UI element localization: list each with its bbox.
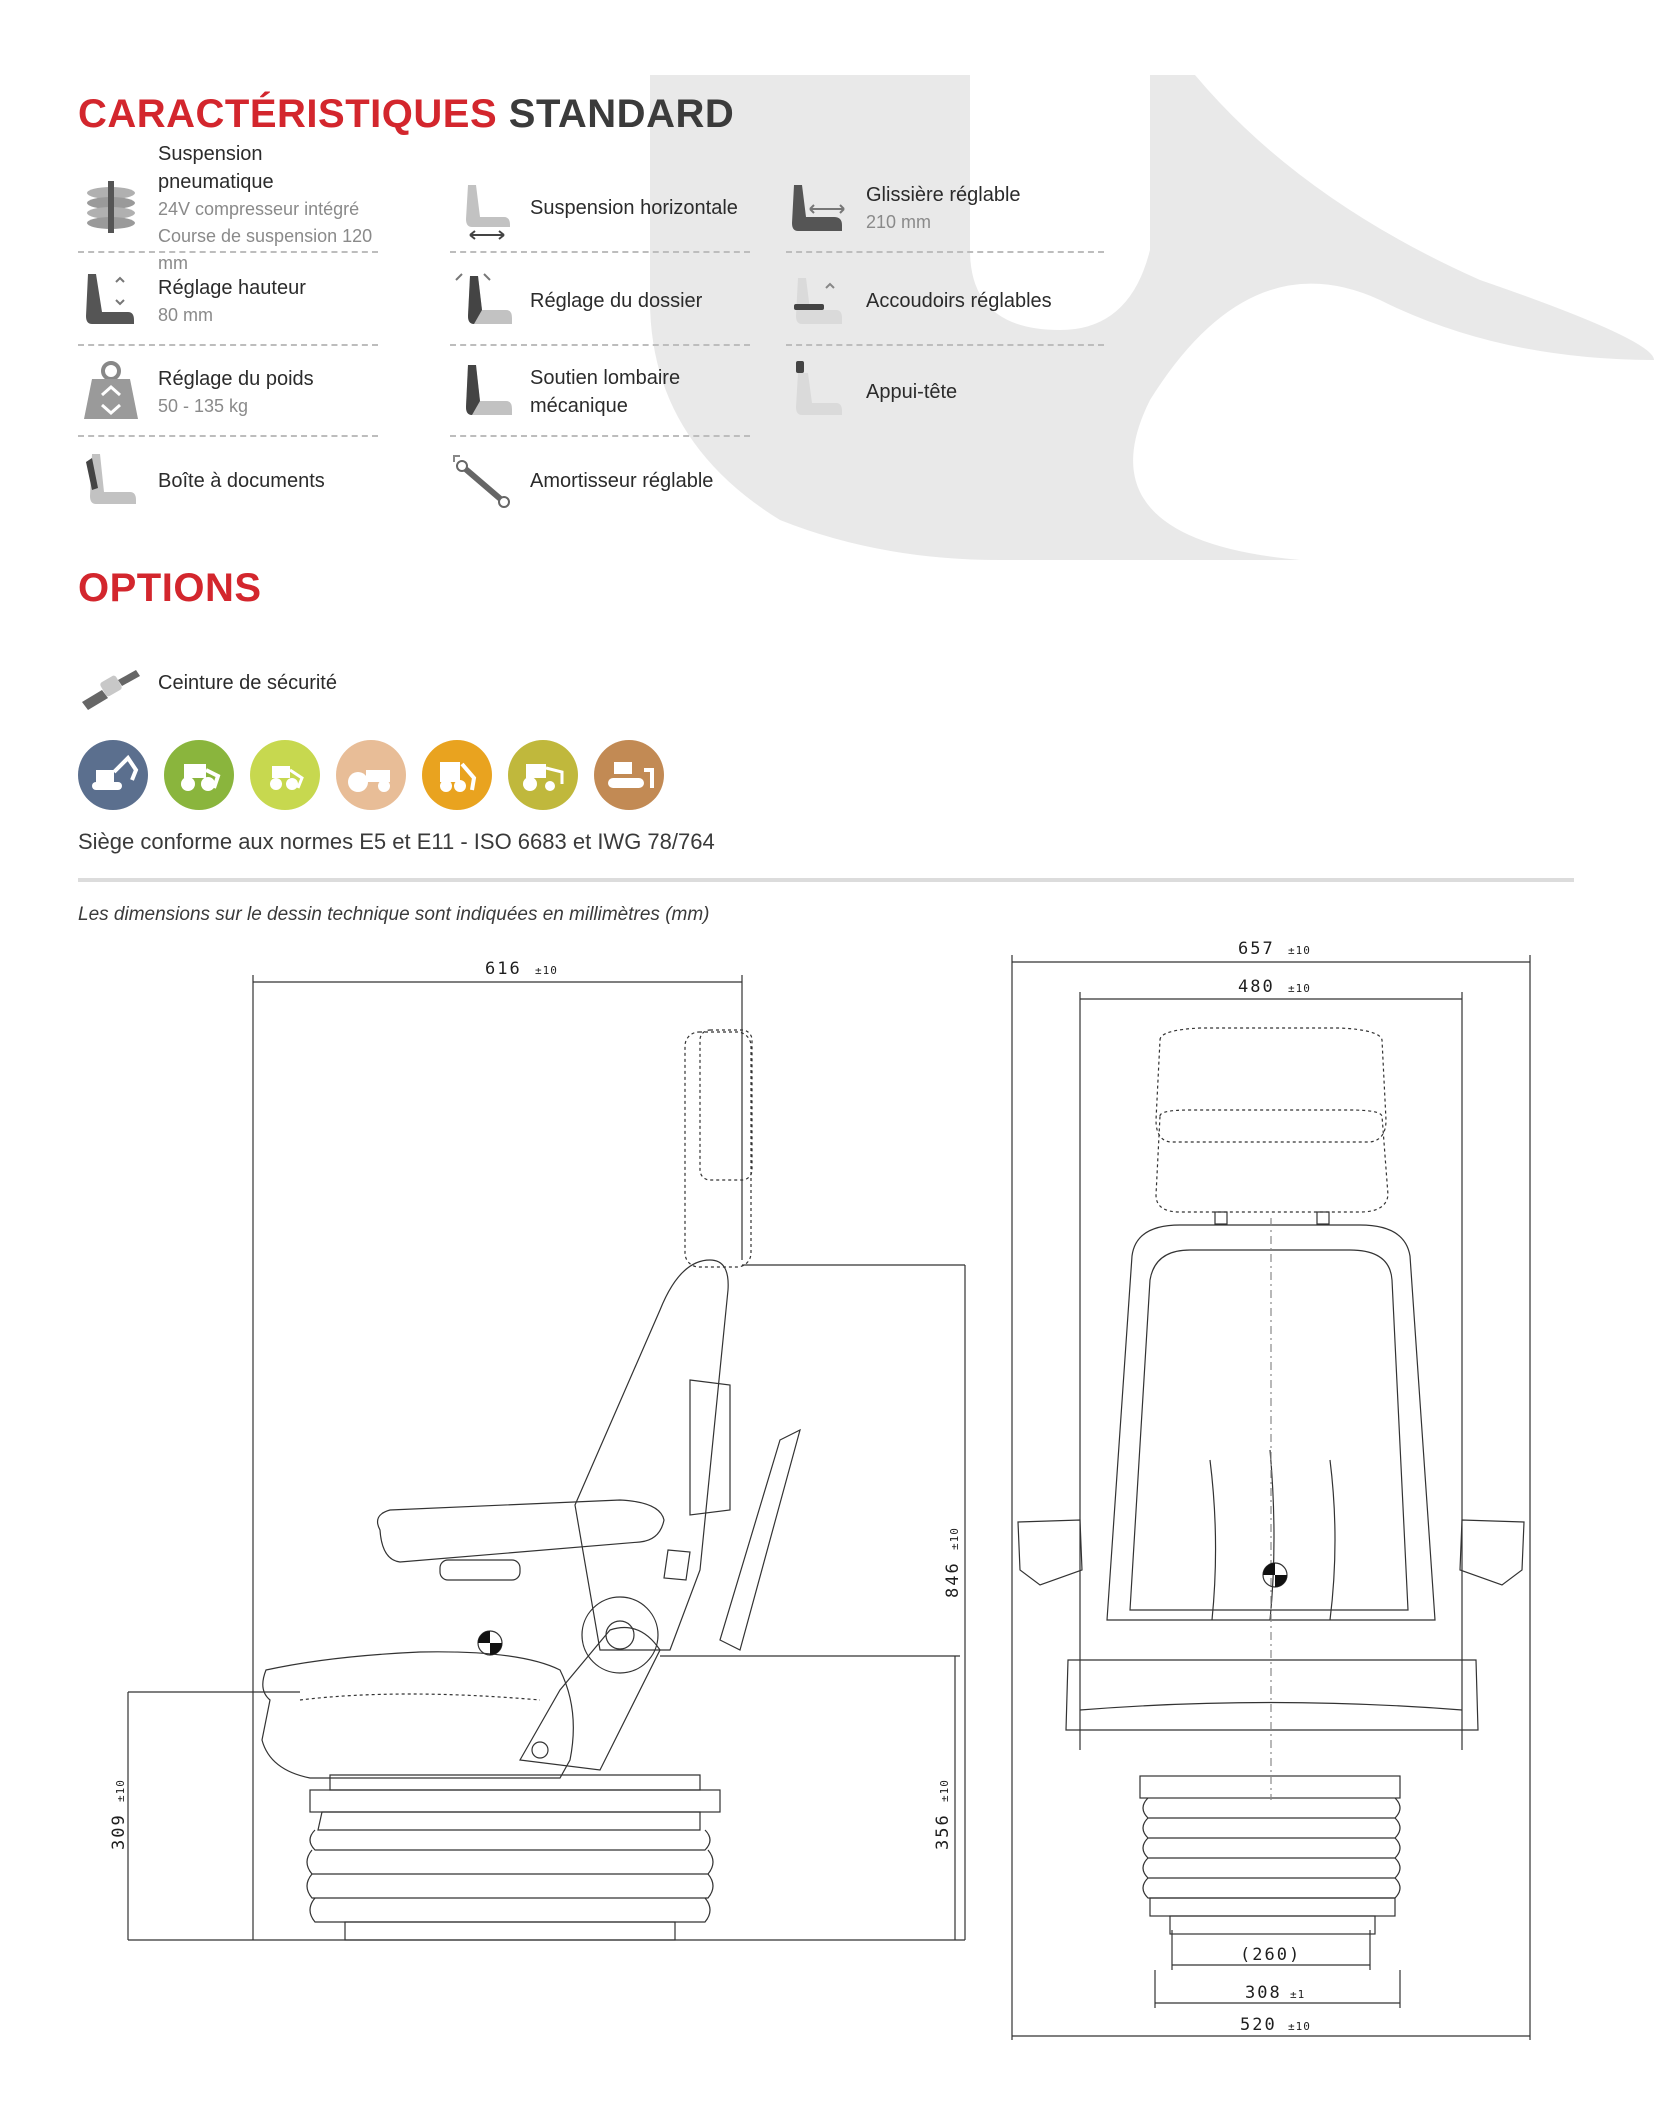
dim-front-base-tol: ±1: [1290, 1988, 1306, 2001]
feature-height-adjust: [78, 258, 378, 346]
feature-detail: 210 mm: [866, 211, 932, 232]
roller-icon: [336, 740, 406, 810]
options-title-text: OPTIONS: [78, 566, 262, 610]
dimensions-note: Les dimensions sur le dessin technique sont indiquées en millimètres (mm): [78, 904, 710, 925]
dim-front-total-tol: ±10: [1288, 944, 1311, 957]
feature-name: Réglage hauteur: [158, 276, 306, 299]
dim-front-back-tol: ±10: [1288, 982, 1311, 995]
feature-backrest-adjust: [450, 258, 750, 346]
skid-steer-icon: [422, 740, 492, 810]
compact-loader-icon: [250, 740, 320, 810]
feature-horizontal-suspension: [450, 165, 750, 253]
dim-side-width-tol: ±10: [535, 964, 558, 977]
dim-front-total: 657: [1238, 939, 1275, 959]
feature-detail: 50 - 135 kg: [158, 395, 249, 416]
machine-badges: [78, 740, 664, 810]
options-title: [78, 566, 262, 611]
armrest-icon: [786, 268, 852, 334]
dim-side-height: 846: [943, 1561, 963, 1598]
feature-slide-rail: [786, 165, 1104, 253]
excavator-icon: [78, 740, 148, 810]
option-seat-belt: [78, 640, 478, 726]
dim-side-base-rear: 356: [933, 1813, 953, 1850]
feature-name: Boîte à documents: [158, 470, 325, 492]
feature-name: Suspension pneumatique: [158, 142, 274, 193]
norms-statement: Siège conforme aux normes E5 et E11 - ISO 6683 et IWG 78/764: [78, 829, 715, 854]
lumbar-support-icon: [450, 359, 516, 425]
title-red-part: CARACTÉRISTIQUES: [78, 92, 498, 136]
height-adjust-icon: [78, 268, 144, 334]
seat-belt-icon: [78, 650, 144, 716]
feature-armrest: [786, 258, 1104, 346]
feature-lumbar-support: [450, 349, 750, 437]
standard-features-title: [78, 92, 734, 137]
dim-front-base: 308: [1245, 1983, 1282, 2003]
wheel-loader-icon: [164, 740, 234, 810]
feature-name: Soutien lombaire: [530, 367, 681, 389]
feature-detail: 80 mm: [158, 304, 214, 325]
feature-name-line2: mécanique: [530, 395, 628, 417]
dim-side-base-rear-tol: ±10: [938, 1779, 951, 1802]
dim-front-cushion-tol: ±10: [1288, 2020, 1311, 2033]
tractor-loader-icon: [508, 740, 578, 810]
feature-name: Réglage du poids: [158, 367, 314, 390]
dim-front-back: 480: [1238, 977, 1275, 997]
feature-weight-adjust: [78, 349, 378, 437]
feature-shock-absorber: [450, 438, 750, 524]
bulldozer-icon: [594, 740, 664, 810]
feature-name: Suspension horizontale: [530, 197, 738, 219]
title-dark-part: STANDARD: [508, 92, 735, 136]
technical-drawing: [0, 930, 1654, 2103]
feature-detail: 24V compresseur intégré: [158, 198, 360, 219]
air-suspension-icon: [78, 175, 144, 241]
slide-rail-icon: [786, 175, 852, 241]
dim-side-height-tol: ±10: [948, 1527, 961, 1550]
dim-side-base-front: 309: [109, 1813, 129, 1850]
weight-adjust-icon: [78, 359, 144, 425]
feature-detail: Course de suspension 120 mm: [158, 225, 373, 273]
divider: [78, 878, 1574, 882]
feature-name: Appui-tête: [866, 381, 958, 403]
feature-name: Accoudoirs réglables: [866, 290, 1052, 312]
feature-air-suspension: [78, 142, 378, 273]
backrest-adjust-icon: [450, 268, 516, 334]
feature-name: Amortisseur réglable: [530, 470, 714, 492]
dim-front-base-inner: (260): [1240, 1945, 1302, 1965]
horizontal-suspension-icon: [450, 175, 516, 241]
feature-name: Réglage du dossier: [530, 290, 703, 312]
dim-side-base-front-tol: ±10: [114, 1779, 127, 1802]
option-name: Ceinture de sécurité: [158, 672, 337, 694]
feature-document-box: [78, 438, 378, 524]
dim-front-cushion: 520: [1240, 2015, 1277, 2035]
headrest-icon: [786, 359, 852, 425]
shock-absorber-icon: [450, 448, 516, 514]
feature-headrest: [786, 349, 1104, 435]
dim-side-width: 616: [485, 959, 522, 979]
feature-name: Glissière réglable: [866, 183, 1021, 206]
document-box-icon: [78, 448, 144, 514]
